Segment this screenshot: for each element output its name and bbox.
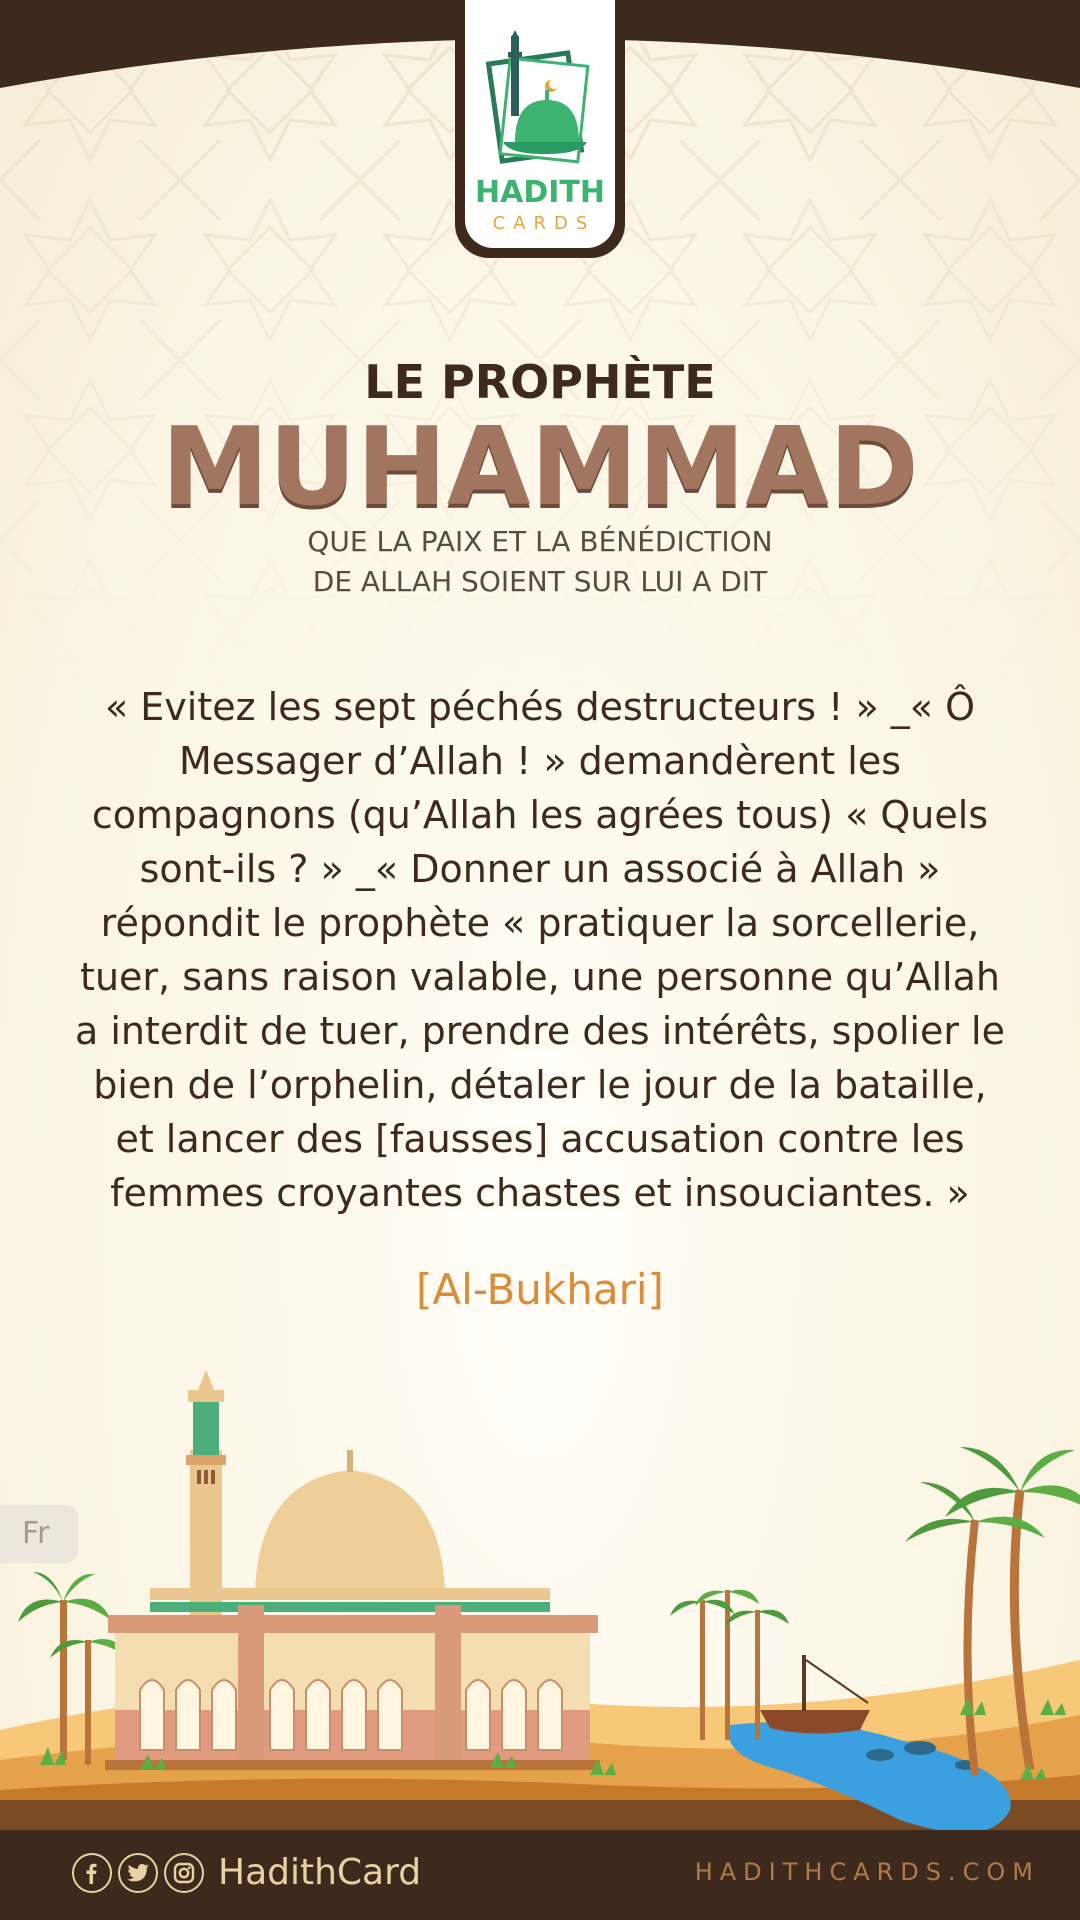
social-links: [72, 1851, 421, 1895]
facebook-icon[interactable]: [72, 1853, 112, 1893]
blessing-text: [0, 522, 1080, 602]
social-handle[interactable]: HadithCard: [218, 1852, 422, 1893]
logo-text-hadith: HADITH: [475, 175, 605, 210]
prophet-subtitle: LE PROPHÈTE: [364, 355, 716, 409]
mosque-logo-icon: [485, 30, 595, 170]
hadith-source: [Al-Bukhari]: [416, 1265, 664, 1314]
website-link[interactable]: HADITHCARDS.COM: [694, 1858, 1040, 1886]
prophet-name-title: MUHAMMAD: [161, 405, 919, 530]
logo-tab: [455, 0, 625, 258]
instagram-icon[interactable]: [164, 1853, 204, 1893]
hadith-quote: « Evitez les sept péchés destructeurs ! » _« Ô Messager d’Allah ! » demandèrent les compagnons (qu’Allah les agrées tous) « Quels sont-ils ? » _« Donner un associé à Allah » répondit le prophète « pratiquer la sorcellerie, tuer, sans raison valable, une personne qu’Allah a interdit de tuer, prendre des intérêts, spolier le bien de l’orphelin, détaler le jour de la bataille, et lancer des [fausses] accusation contre les femmes croyantes chastes et insouciantes. »: [75, 685, 1005, 1215]
logo-text-cards: CARDS: [492, 213, 596, 234]
language-badge[interactable]: Fr: [0, 1505, 78, 1563]
desert-mosque-scene: [0, 1370, 1080, 1830]
blessing-line-2: DE ALLAH SOIENT SUR LUI A DIT: [312, 565, 768, 598]
logo-card: [465, 0, 615, 248]
twitter-icon[interactable]: [118, 1853, 158, 1893]
blessing-line-1: QUE LA PAIX ET LA BÉNÉDICTION: [307, 525, 773, 558]
